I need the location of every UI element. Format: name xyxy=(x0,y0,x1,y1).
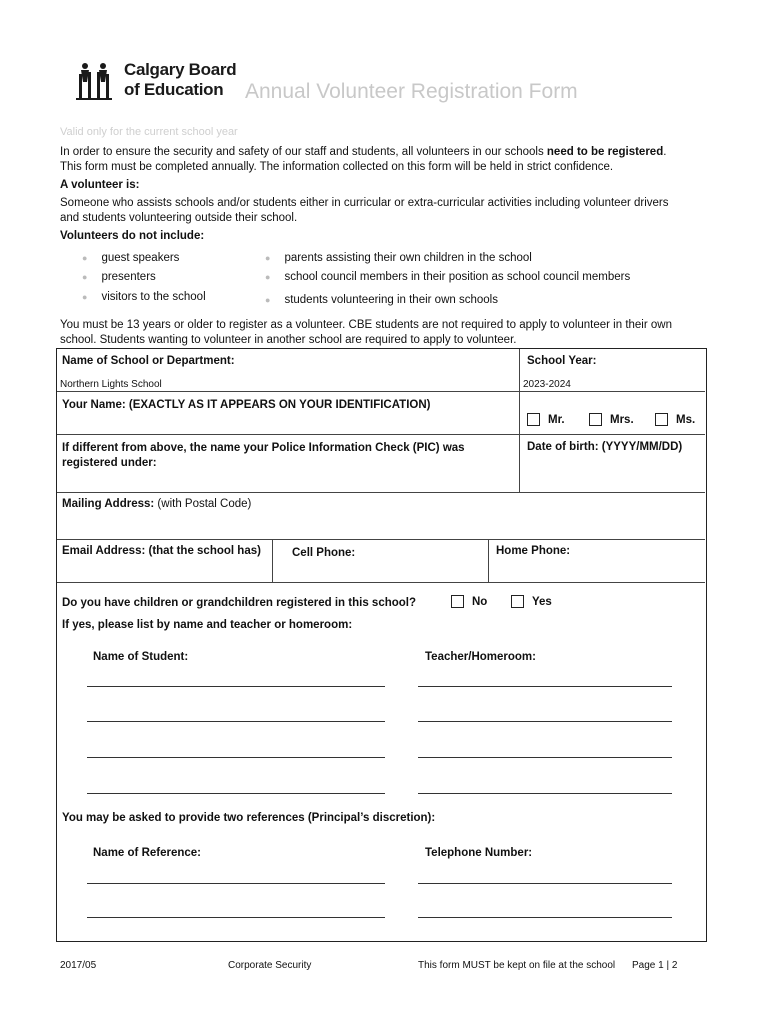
bullet-icon: ● xyxy=(265,253,271,263)
intro-text-start: In order to ensure the security and safety of our staff and students, all volunteers in our schools xyxy=(60,146,547,158)
bullet-icon: ● xyxy=(82,292,88,302)
age-line2: school. Students wanting to volunteer in another school are required to apply to volunteer. xyxy=(60,334,517,346)
references-prompt: You may be asked to provide two references (Principal’s discretion): xyxy=(62,812,436,824)
intro-text-bold: need to be registered xyxy=(546,146,664,158)
reference-phone-line[interactable] xyxy=(418,883,672,884)
bullet-icon: ● xyxy=(82,272,88,282)
student-name-line[interactable] xyxy=(87,686,385,687)
teacher-header: Teacher/Homeroom: xyxy=(425,651,536,663)
divider xyxy=(57,582,705,583)
checkbox-icon[interactable] xyxy=(527,413,540,426)
dob-label: Date of birth: (YYYY/MM/DD) xyxy=(527,441,683,453)
footer-notice: This form MUST be kept on file at the school xyxy=(418,960,616,971)
divider xyxy=(57,391,705,392)
mailing-label-bold: Mailing Address: xyxy=(62,498,155,510)
yes-label: Yes xyxy=(532,595,552,608)
school-value[interactable]: Northern Lights School xyxy=(60,379,162,390)
checkbox-icon[interactable] xyxy=(589,413,602,426)
reference-phone-header: Telephone Number: xyxy=(425,847,533,859)
footer-page-number: Page 1 | 2 xyxy=(632,960,678,971)
children-list-prompt: If yes, please list by name and teacher or homeroom: xyxy=(62,619,353,631)
divider xyxy=(519,434,520,492)
exclusion-item xyxy=(265,271,630,283)
exclusion-item xyxy=(82,291,206,303)
school-year-value[interactable]: 2023-2024 xyxy=(523,379,571,390)
exclusion-item xyxy=(82,252,179,264)
bullet-icon: ● xyxy=(265,272,271,282)
intro-text-line2: This form must be completed annually. The information collected on this form will be held in strict confidence. xyxy=(60,161,614,173)
exclusion-item xyxy=(265,294,498,306)
exclusions-heading: Volunteers do not include: xyxy=(60,230,205,242)
volunteer-def-line1: Someone who assists schools and/or students either in curricular or extra-curricular activities including volunteer drivers xyxy=(60,197,669,209)
exclusion-label: parents assisting their own children in the school xyxy=(284,252,532,264)
title-mr-checkbox[interactable] xyxy=(527,413,565,426)
divider xyxy=(519,349,520,391)
reference-phone-line[interactable] xyxy=(418,917,672,918)
student-name-line[interactable] xyxy=(87,793,385,794)
teacher-line[interactable] xyxy=(418,721,672,722)
org-name xyxy=(124,60,236,100)
reference-name-line[interactable] xyxy=(87,917,385,918)
exclusion-label: presenters xyxy=(101,271,156,283)
divider xyxy=(57,492,705,493)
checkbox-icon[interactable] xyxy=(655,413,668,426)
exclusion-label: guest speakers xyxy=(101,252,180,264)
pic-name-label xyxy=(62,441,465,471)
exclusion-label: visitors to the school xyxy=(101,291,206,303)
footer-department: Corporate Security xyxy=(228,960,312,971)
teacher-line[interactable] xyxy=(418,793,672,794)
volunteer-def-line2: and students volunteering outside their school. xyxy=(60,212,298,224)
bullet-icon: ● xyxy=(265,295,271,305)
mailing-label-hint: (with Postal Code) xyxy=(154,498,252,510)
divider xyxy=(488,539,489,582)
student-name-line[interactable] xyxy=(87,757,385,758)
form-title: Annual Volunteer Registration Form xyxy=(245,80,578,103)
cbe-logo-icon xyxy=(76,60,116,102)
bullet-icon: ● xyxy=(82,253,88,263)
age-requirement xyxy=(60,318,710,348)
reference-name-line[interactable] xyxy=(87,883,385,884)
divider xyxy=(272,539,273,582)
exclusion-label: school council members in their position as school council members xyxy=(284,271,631,283)
pic-label-line1: If different from above, the name your Police Information Check (PIC) was xyxy=(62,442,465,454)
volunteer-definition xyxy=(60,196,710,226)
intro-paragraph xyxy=(60,145,710,175)
validity-note: Valid only for the current school year xyxy=(60,126,238,138)
email-label: Email Address: (that the school has) xyxy=(62,545,261,557)
exclusion-label: students volunteering in their own schools xyxy=(284,294,498,306)
divider xyxy=(519,391,520,434)
title-mrs-checkbox[interactable] xyxy=(589,413,634,426)
divider xyxy=(57,434,705,435)
org-name-line2: of Education xyxy=(124,80,224,99)
footer-version: 2017/05 xyxy=(60,960,97,971)
exclusion-item xyxy=(265,252,532,264)
teacher-line[interactable] xyxy=(418,686,672,687)
home-phone-label: Home Phone: xyxy=(496,545,571,557)
intro-text-end: . xyxy=(663,146,667,158)
children-question: Do you have children or grandchildren registered in this school? xyxy=(62,597,417,609)
children-no-checkbox[interactable] xyxy=(451,595,487,608)
divider xyxy=(57,539,705,540)
school-year-label: School Year: xyxy=(527,355,597,367)
title-mrs-label: Mrs. xyxy=(610,413,634,426)
children-yes-checkbox[interactable] xyxy=(511,595,552,608)
reference-name-header: Name of Reference: xyxy=(93,847,202,859)
age-line1: You must be 13 years or older to register as a volunteer. CBE students are not required to apply to volunteer in their own xyxy=(60,319,672,331)
student-name-line[interactable] xyxy=(87,721,385,722)
pic-label-line2: registered under: xyxy=(62,457,157,469)
exclusion-item xyxy=(82,271,156,283)
title-mr-label: Mr. xyxy=(548,413,565,426)
name-label: Your Name: (EXACTLY AS IT APPEARS ON YOUR IDENTIFICATION) xyxy=(62,399,431,411)
volunteer-heading: A volunteer is: xyxy=(60,179,140,191)
title-ms-checkbox[interactable] xyxy=(655,413,695,426)
student-name-header: Name of Student: xyxy=(93,651,189,663)
no-label: No xyxy=(472,595,488,608)
mailing-address-label xyxy=(62,498,251,510)
cell-phone-label: Cell Phone: xyxy=(292,547,356,559)
registration-form xyxy=(56,348,707,942)
school-label: Name of School or Department: xyxy=(62,355,235,367)
checkbox-icon[interactable] xyxy=(451,595,464,608)
teacher-line[interactable] xyxy=(418,757,672,758)
org-name-line1: Calgary Board xyxy=(124,60,237,79)
title-ms-label: Ms. xyxy=(676,413,696,426)
checkbox-icon[interactable] xyxy=(511,595,524,608)
